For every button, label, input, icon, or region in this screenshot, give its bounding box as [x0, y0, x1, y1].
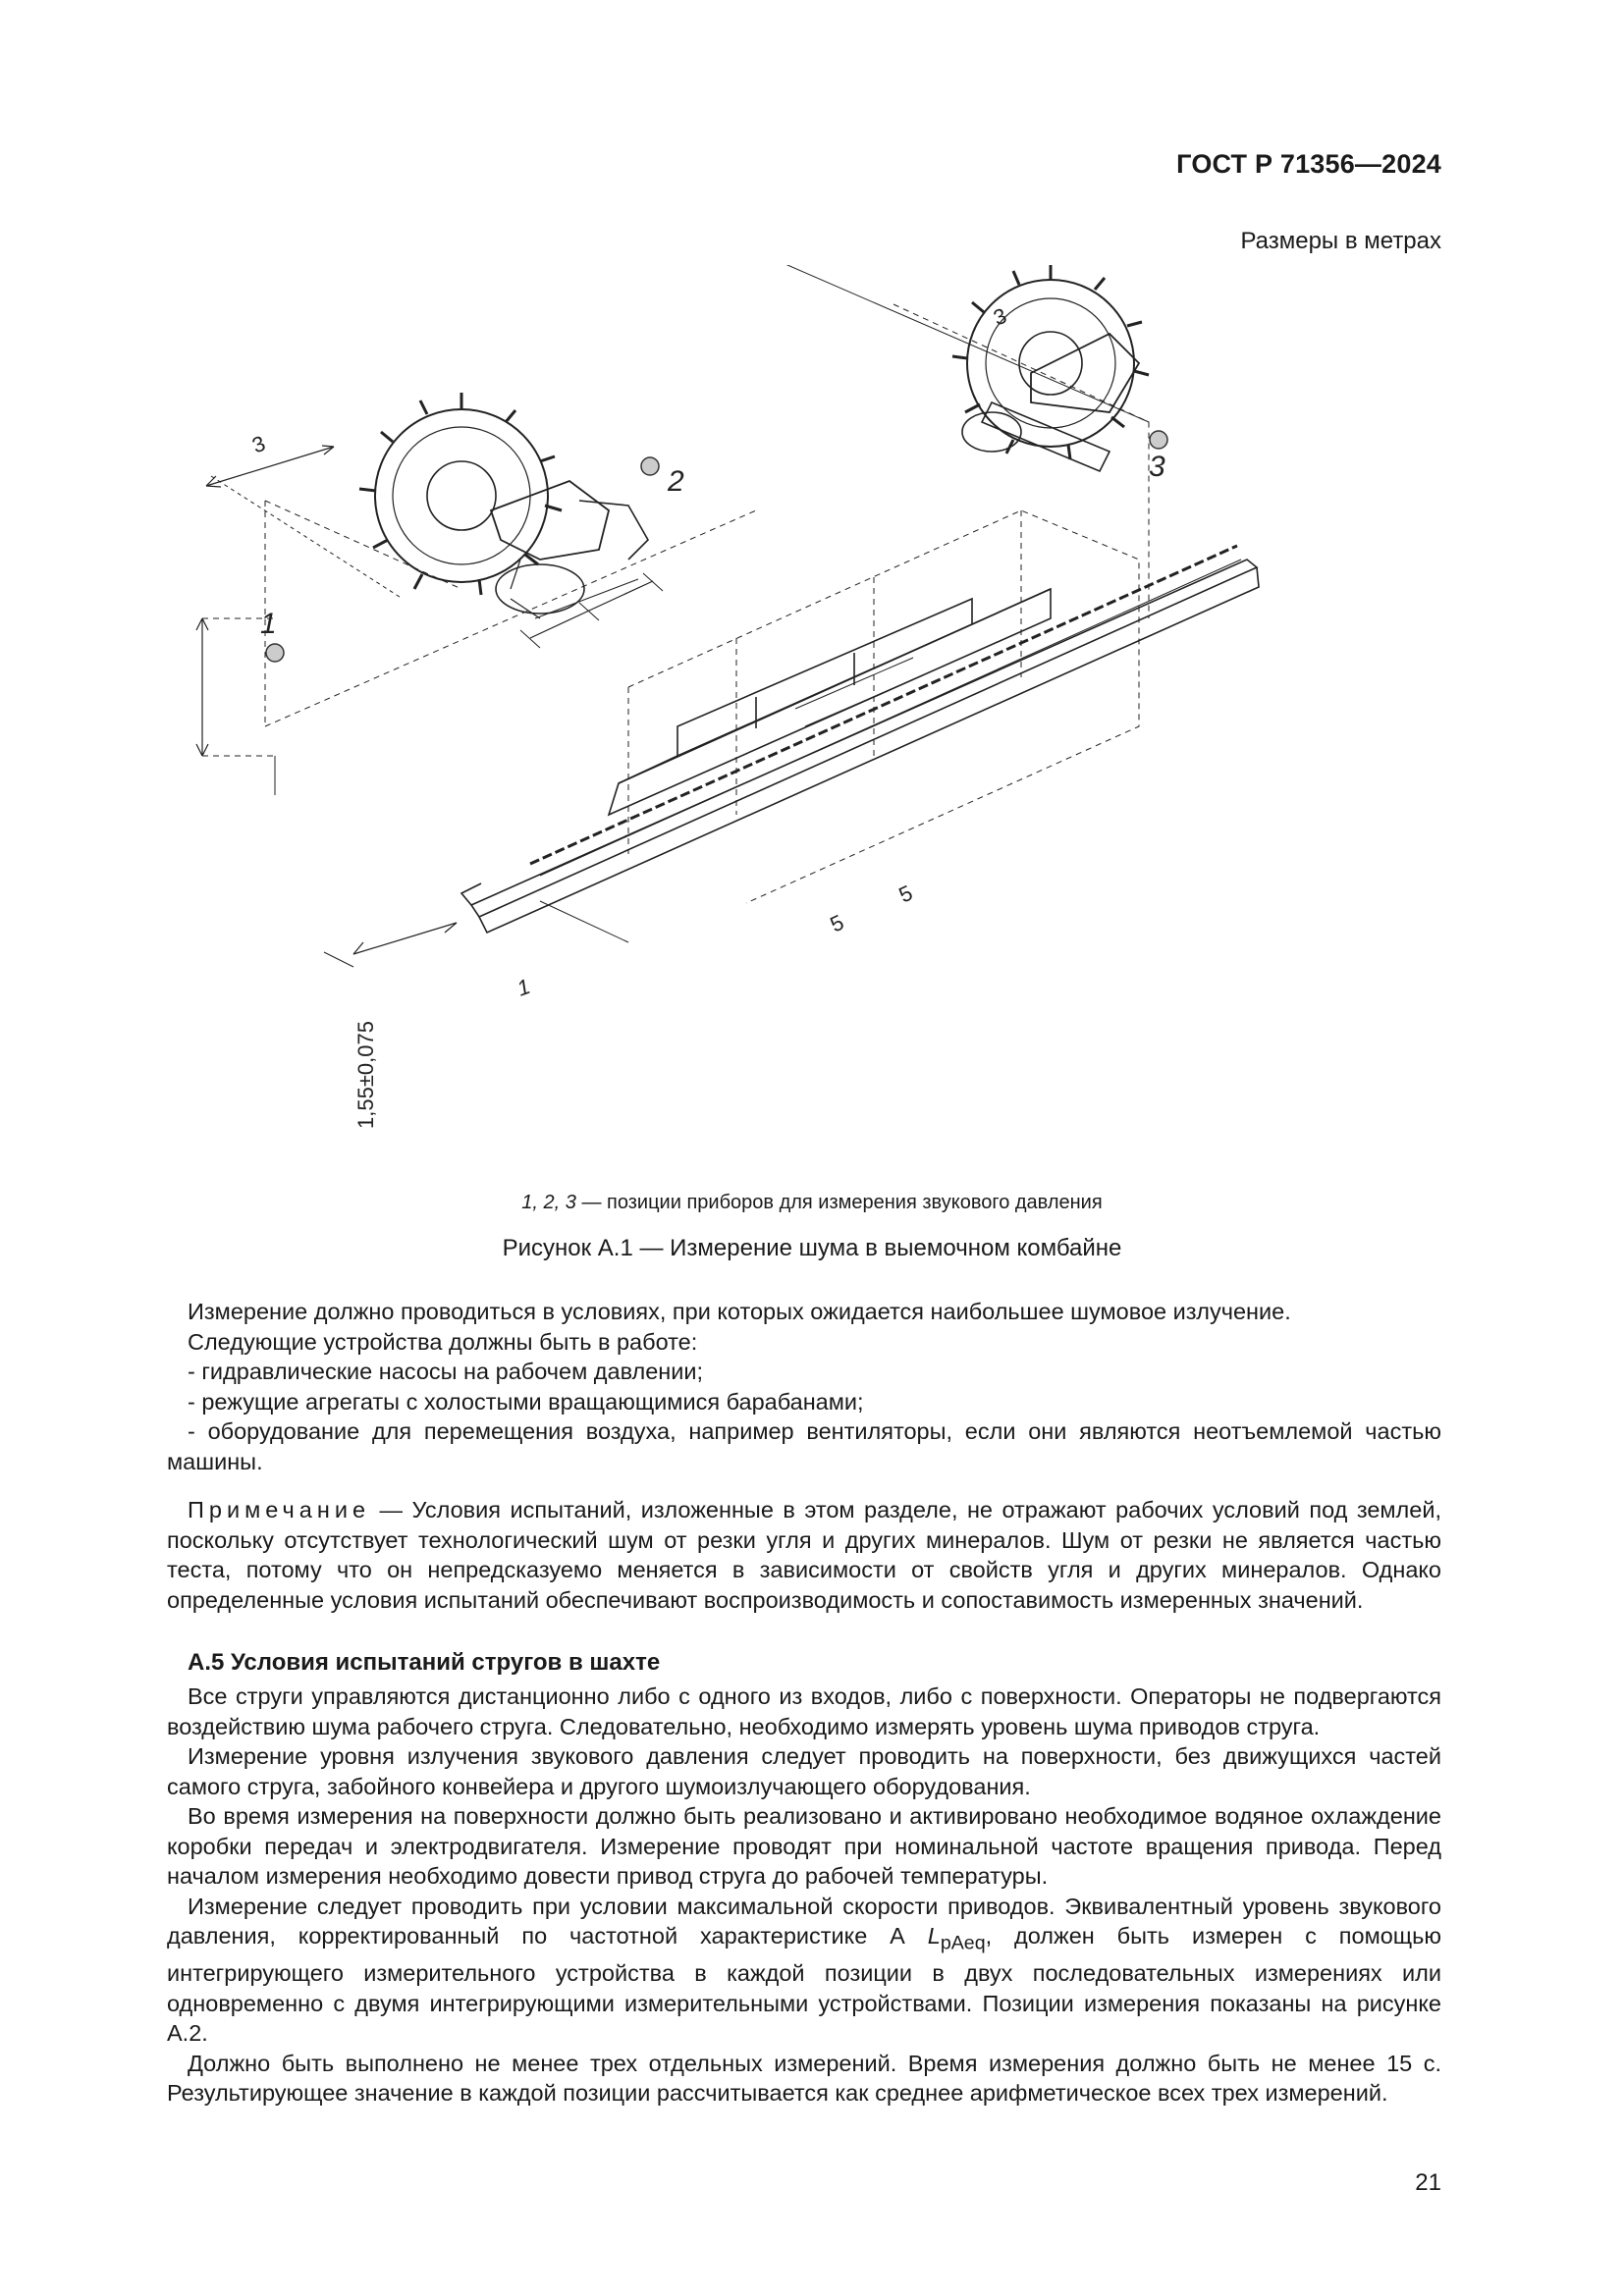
figure-caption: Рисунок А.1 — Измерение шума в выемочном комбайне [502, 1235, 1122, 1261]
conditions-text [167, 1297, 1441, 1476]
paragraph: Должно быть выполнено не менее трех отдельных измерений. Время измерения должно быть не менее 15 с. Результирующее значение в каждой позиции рассчитывается как среднее арифметическое всех трех измерений. [167, 2050, 1441, 2107]
dim-height: 1,55±0,075 [353, 1021, 378, 1129]
section-text [167, 1682, 1441, 2109]
section-heading: А.5 Условия испытаний стругов в шахте [188, 1649, 661, 1676]
paragraph: Измерение должно проводиться в условиях, при которых ожидается наибольшее шумовое излучение. [188, 1299, 1291, 1324]
note-label: Примечание [188, 1497, 371, 1522]
legend-numbers: 1, 2, 3 [521, 1192, 576, 1213]
dim-spacing-a: 5 [826, 909, 848, 937]
position-label-2: 2 [668, 465, 684, 498]
dim-width-right: 3 [990, 302, 1010, 331]
dimensions-note: Размеры в метрах [1240, 228, 1441, 254]
dim-width-left: 3 [248, 430, 269, 458]
paragraph: Измерение следует проводить при условии максимальной скорости приводов. Эквивалентный уровень звукового давления, корректированный по частотной характеристике А $L_{pAeq}$, должен быть измерен с помощью интегрирующего измерительного устройства в каждой позиции в двух последовательных измерениях или одновременно с двумя интегрирующими измерительными устройствами. Позиции измерения показаны на рисунке А.2. [167, 1893, 1441, 2047]
list-item: - режущие агрегаты с холостыми вращающимися барабанами; [188, 1388, 864, 1415]
note-text: — Условия испытаний, изложенные в этом разделе, не отражают рабочих условий под землей, поскольку отсутствует технологический шум от резки угля и других минералов. Шум от резки не является частью теста, потому что он непредсказуемо меняется в зависимости от свойств угля и других минералов. Однако определенные условия испытаний обеспечивают воспроизводимость и сопоставимость измеренных значений. [167, 1497, 1441, 1613]
position-label-1: 1 [260, 608, 277, 640]
position-label-3: 3 [1149, 451, 1165, 483]
dim-offset: 1 [514, 974, 534, 1001]
shearer-drawing [167, 265, 1473, 1168]
symbol-subscript: pAeq [940, 1932, 986, 1954]
paragraph: Во время измерения на поверхности должно быть реализовано и активировано необходимое водяное охлаждение коробки передач и электродвигателя. Измерение проводят при номинальной частоте вращения привода. Перед началом измерения необходимо довести привод струга до рабочей температуры. [167, 1803, 1441, 1889]
mic-position-3 [1150, 431, 1167, 449]
legend-text: — позиции приборов для измерения звукового давления [575, 1192, 1103, 1213]
paragraph: Следующие устройства должны быть в работе: [188, 1328, 698, 1355]
dim-spacing-b: 5 [894, 880, 917, 908]
list-item: - гидравлические насосы на рабочем давлении; [188, 1359, 704, 1384]
note-block [167, 1495, 1441, 1615]
paragraph: Измерение уровня излучения звукового давления следует проводить на поверхности, без движущихся частей самого струга, забойного конвейера и другого шумоизлучающего оборудования. [167, 1743, 1441, 1799]
document-id: ГОСТ Р 71356—2024 [1176, 149, 1441, 179]
paragraph: Все струги управляются дистанционно либо с одного из входов, либо с поверхности. Операторы не подвергаются воздействию шума рабочего струга. Следовательно, необходимо измерять уровень шума приводов струга. [167, 1683, 1441, 1739]
mic-position-2 [641, 457, 659, 475]
page-number: 21 [1415, 2169, 1441, 2196]
mic-position-1 [266, 644, 284, 662]
figure-legend [0, 1192, 1624, 1214]
symbol-L: L [927, 1923, 941, 1949]
list-item: - оборудование для перемещения воздуха, например вентиляторы, если они являются неотъемлемой частью машины. [167, 1418, 1441, 1474]
